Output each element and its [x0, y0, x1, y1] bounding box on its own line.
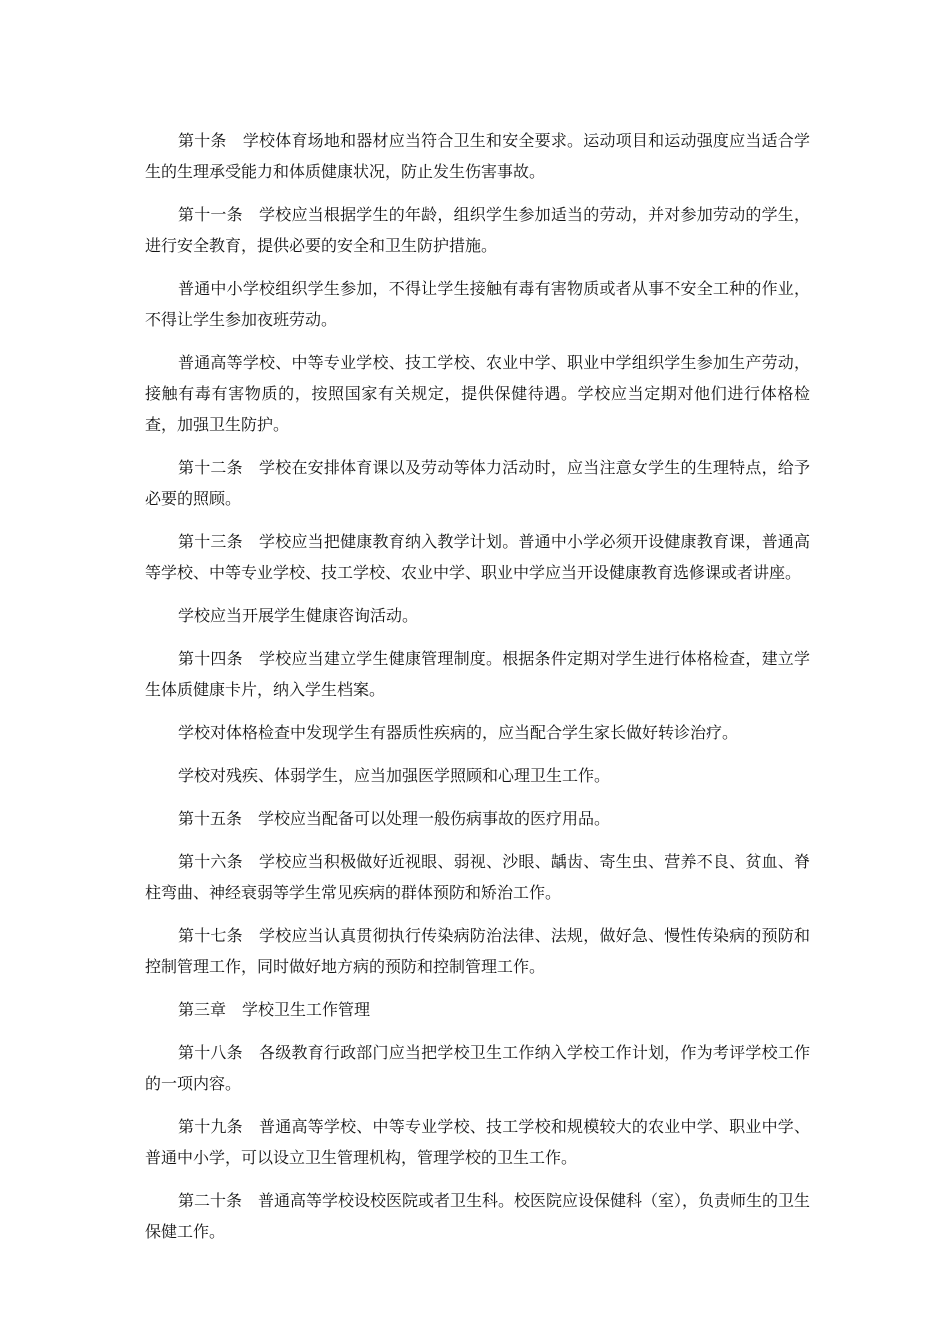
article-20: 第二十条 普通高等学校设校医院或者卫生科。校医院应设保健科（室），负责师生的卫生保健工作。 — [145, 1191, 811, 1241]
article-18: 第十八条 各级教育行政部门应当把学校卫生工作纳入学校工作计划，作为考评学校工作的一项内容。 — [145, 1043, 810, 1093]
article-19: 第十九条 普通高等学校、中等专业学校、技工学校和规模较大的农业中学、职业中学、普通中小学，可以设立卫生管理机构，管理学校的卫生工作。 — [145, 1117, 810, 1167]
article-16: 第十六条 学校应当积极做好近视眼、弱视、沙眼、龋齿、寄生虫、营养不良、贫血、脊柱弯曲、神经衰弱等学生常见疾病的群体预防和矫治工作。 — [145, 852, 810, 902]
article-13: 第十三条 学校应当把健康教育纳入教学计划。普通中小学必须开设健康教育课，普通高等学校、中等专业学校、技工学校、农业中学、职业中学应当开设健康教育选修课或者讲座。 — [145, 532, 810, 582]
article-15: 第十五条 学校应当配备可以处理一般伤病事故的医疗用品。 — [178, 809, 611, 828]
article-14-paragraph-3: 学校对残疾、体弱学生，应当加强医学照顾和心理卫生工作。 — [178, 766, 611, 785]
article-14: 第十四条 学校应当建立学生健康管理制度。根据条件定期对学生进行体格检查，建立学生体质健康卡片，纳入学生档案。 — [145, 649, 810, 699]
article-17: 第十七条 学校应当认真贯彻执行传染病防治法律、法规，做好急、慢性传染病的预防和控制管理工作，同时做好地方病的预防和控制管理工作。 — [145, 926, 810, 976]
chapter-3-heading: 第三章 学校卫生工作管理 — [178, 1000, 371, 1019]
article-10: 第十条 学校体育场地和器材应当符合卫生和安全要求。运动项目和运动强度应当适合学生的生理承受能力和体质健康状况，防止发生伤害事故。 — [145, 131, 810, 181]
document-body — [145, 125, 810, 1259]
article-13-paragraph-2: 学校应当开展学生健康咨询活动。 — [178, 606, 419, 625]
article-11: 第十一条 学校应当根据学生的年龄，组织学生参加适当的劳动，并对参加劳动的学生，进行安全教育，提供必要的安全和卫生防护措施。 — [145, 205, 810, 255]
article-11-paragraph-3: 普通高等学校、中等专业学校、技工学校、农业中学、职业中学组织学生参加生产劳动，接触有毒有害物质的，按照国家有关规定，提供保健待遇。学校应当定期对他们进行体格检查，加强卫生防护。 — [145, 353, 810, 434]
article-12: 第十二条 学校在安排体育课以及劳动等体力活动时，应当注意女学生的生理特点，给予必要的照顾。 — [145, 458, 810, 508]
article-11-paragraph-2: 普通中小学校组织学生参加，不得让学生接触有毒有害物质或者从事不安全工种的作业，不得让学生参加夜班劳动。 — [145, 279, 810, 329]
article-14-paragraph-2: 学校对体格检查中发现学生有器质性疾病的，应当配合学生家长做好转诊治疗。 — [178, 723, 739, 742]
